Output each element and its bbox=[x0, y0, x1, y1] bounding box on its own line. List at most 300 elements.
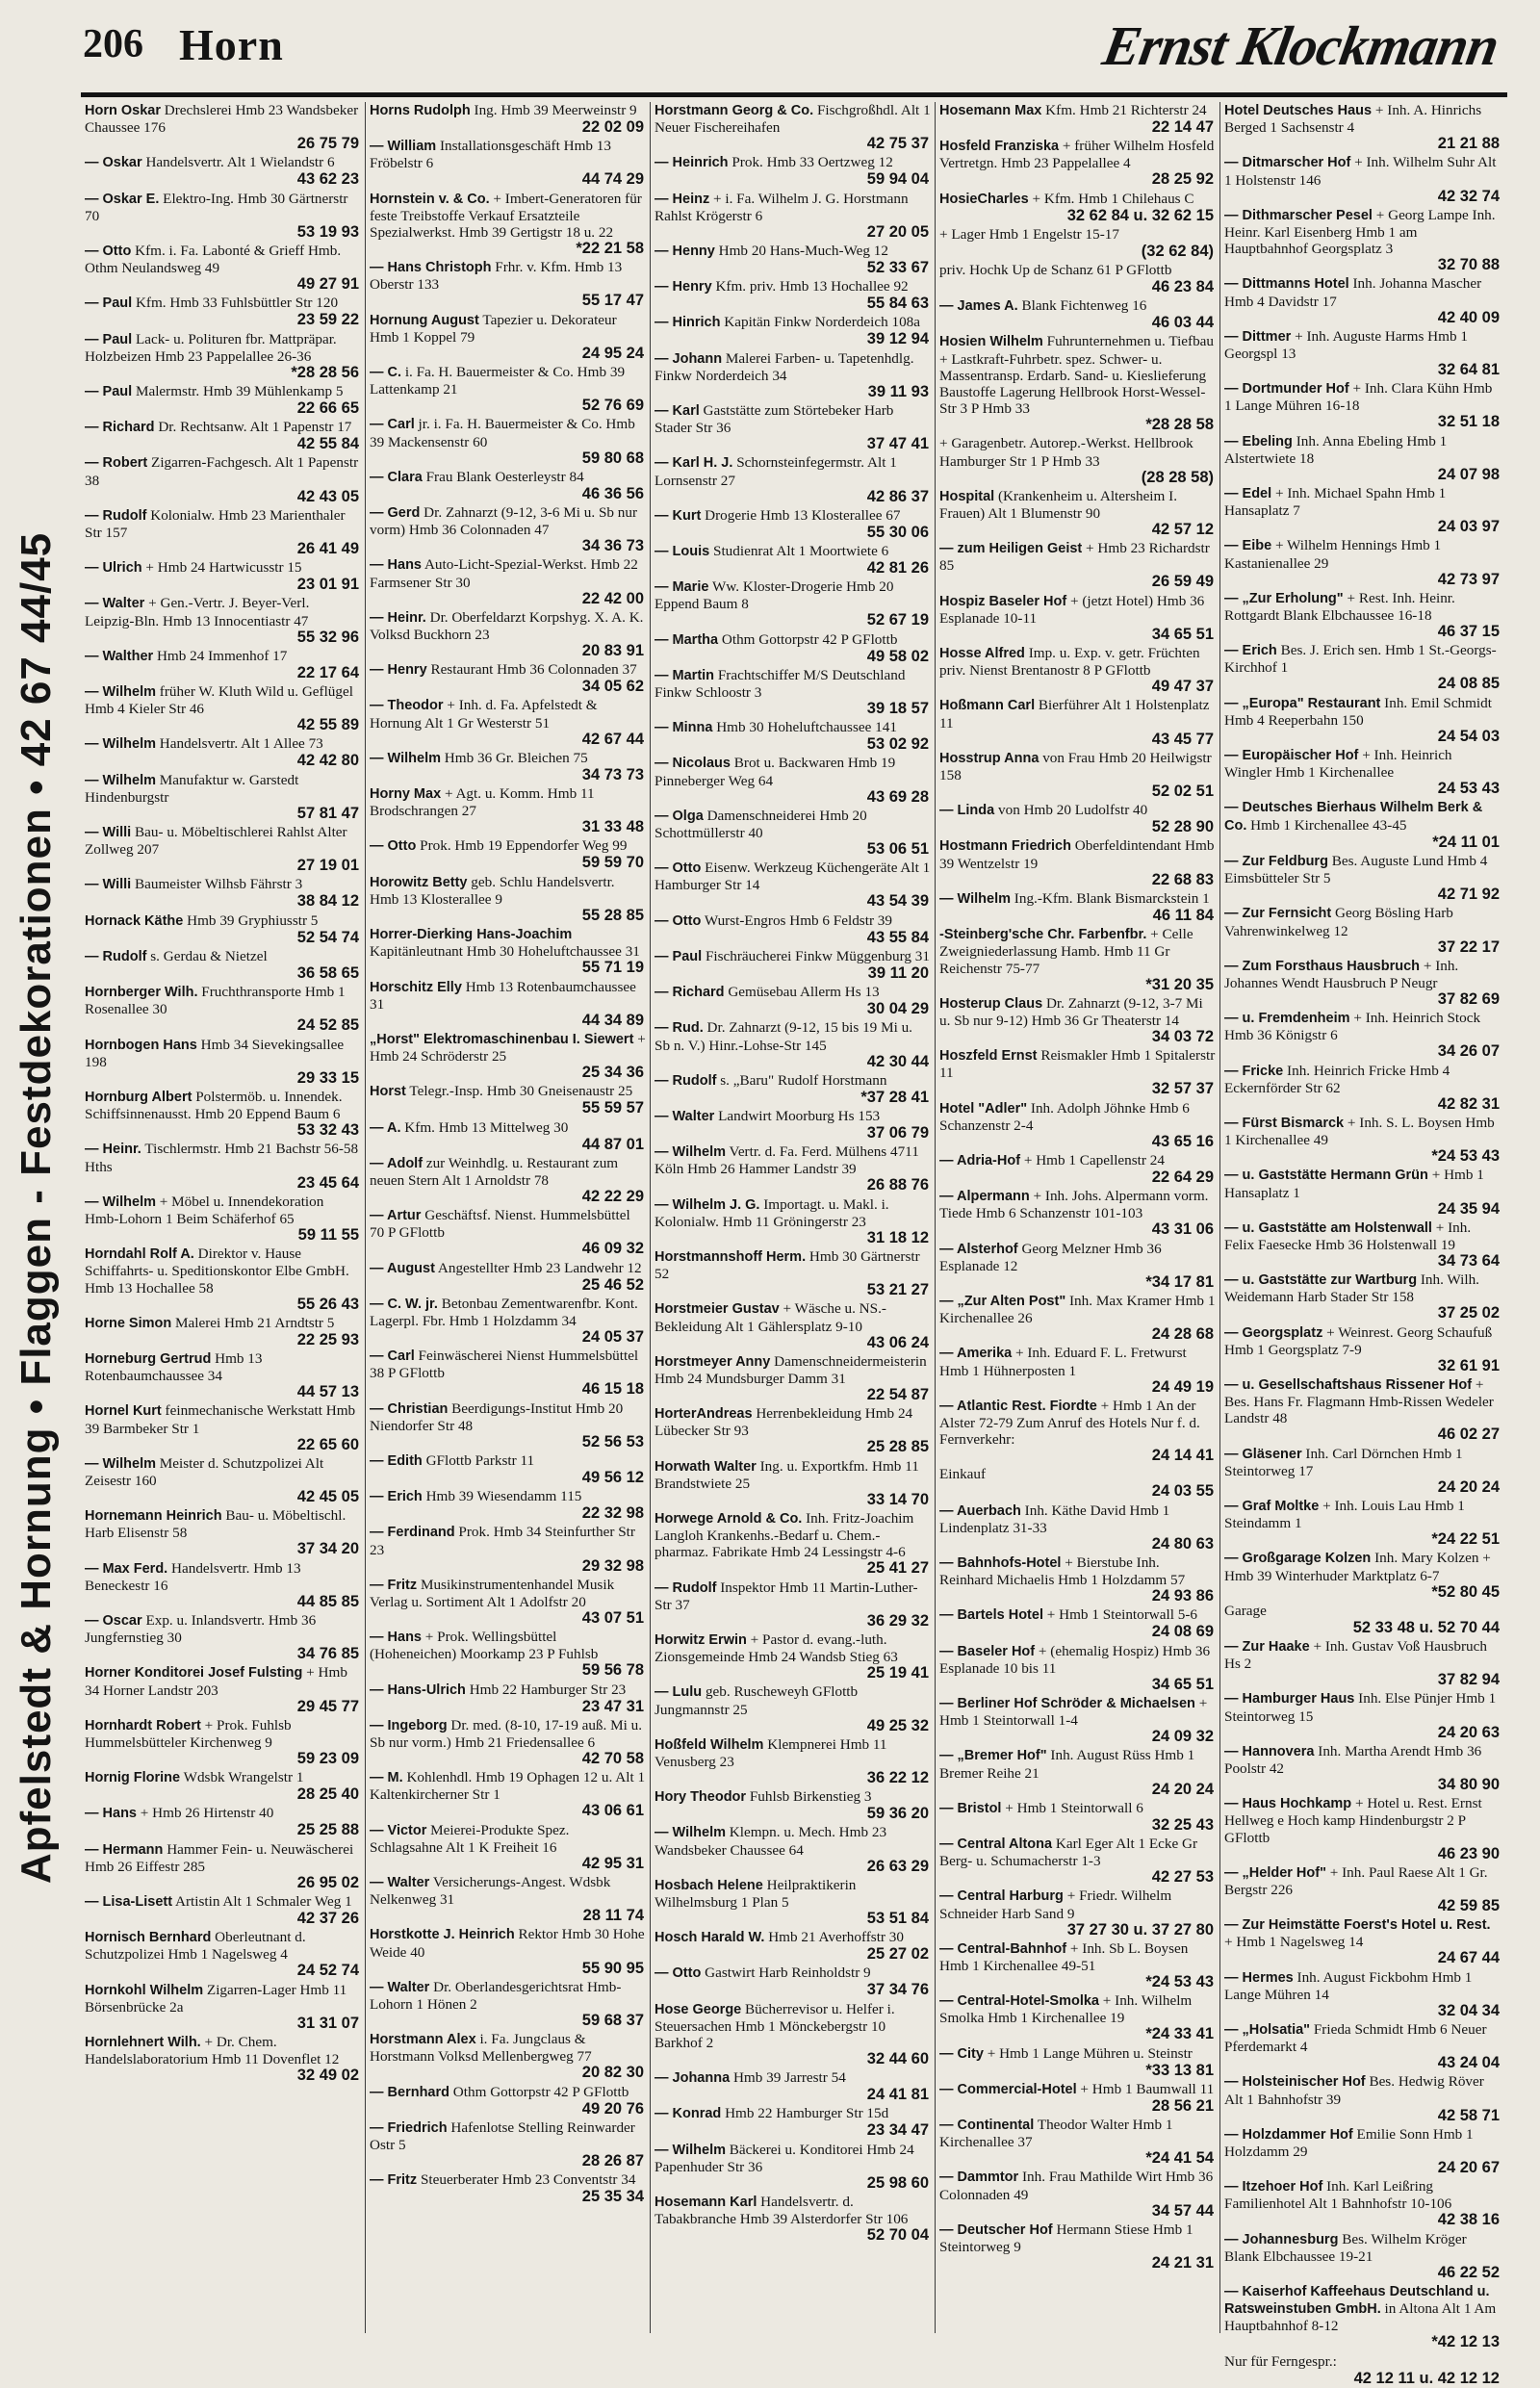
entry-details: Garage bbox=[1224, 1602, 1267, 1619]
directory-entry bbox=[1224, 328, 1502, 379]
entry-name: Horstmeyer Anny bbox=[654, 1353, 771, 1370]
entry-details: Oberfeldintendant Hmb 39 Wentzelstr 19 bbox=[939, 837, 1215, 872]
entry-phone: 30 04 29 bbox=[866, 1000, 929, 1018]
entry-phone: 34 05 62 bbox=[581, 678, 644, 696]
entry-phone: 46 22 52 bbox=[1437, 2263, 1500, 2281]
entry-name: — Wilhelm bbox=[85, 736, 156, 753]
entry-phone: 52 67 19 bbox=[866, 611, 929, 629]
directory-entry bbox=[939, 1466, 1216, 1501]
directory-entry bbox=[1224, 2178, 1502, 2229]
entry-phone: 59 80 68 bbox=[581, 449, 644, 467]
directory-entry bbox=[370, 837, 646, 872]
entry-details: + Gen.-Vertr. J. Beyer-Verl. Leipzig-Bln. Hmb 13 Innocentiastr 47 bbox=[85, 595, 310, 629]
entry-phone: 34 57 44 bbox=[1151, 2201, 1214, 2220]
entry-details: + Inh. A. Hinrichs Berged 1 Sachsenstr 4 bbox=[1224, 102, 1482, 137]
entry-details: + Kfm. Hmb 1 Chilehaus C bbox=[1032, 190, 1194, 207]
entry-name: Horne Simon bbox=[85, 1315, 172, 1331]
entry-details: Musikinstrumentenhandel Musik Verlag u. Sortiment Alt 1 Adolfstr 20 bbox=[370, 1576, 615, 1610]
directory-entry bbox=[654, 667, 931, 718]
entry-details: Handelsvertr. Hmb 13 Beneckestr 16 bbox=[85, 1559, 301, 1594]
directory-entry bbox=[1224, 905, 1502, 956]
directory-entry bbox=[1224, 537, 1502, 588]
directory-entry bbox=[85, 1717, 361, 1768]
entry-name: Hosien Wilhelm bbox=[939, 334, 1043, 350]
entry-phone: 36 29 32 bbox=[866, 1611, 929, 1630]
entry-phone: 55 28 85 bbox=[581, 906, 644, 924]
entry-name: — Walter bbox=[370, 1979, 430, 1995]
entry-details: Theodor Walter Hmb 1 Kirchenallee 37 bbox=[939, 2117, 1173, 2151]
directory-entry bbox=[370, 259, 646, 310]
entry-phone: 46 23 90 bbox=[1437, 1844, 1500, 1862]
entry-details: Einkauf bbox=[939, 1466, 987, 1483]
entry-phone: 53 19 93 bbox=[296, 222, 359, 241]
entry-name: — Walther bbox=[85, 648, 154, 664]
entry-name: Horns Rudolph bbox=[370, 103, 471, 118]
entry-name: — City bbox=[939, 2045, 984, 2062]
entry-details: + Friedr. Wilhelm Schneider Harb Sand 9 bbox=[939, 1887, 1172, 1922]
entry-details: Auto-Licht-Spezial-Werkst. Hmb 22 Farmsener Str 30 bbox=[370, 556, 638, 591]
entry-phone: 22 66 65 bbox=[296, 399, 359, 418]
entry-name: Hoszfeld Ernst bbox=[939, 1048, 1038, 1065]
entry-phone: 46 11 84 bbox=[1152, 906, 1214, 924]
directory-entry bbox=[654, 755, 931, 806]
directory-entry bbox=[1224, 2021, 1502, 2072]
directory-entry bbox=[1224, 1498, 1502, 1549]
entry-name: — Otto bbox=[654, 912, 702, 929]
directory-entry bbox=[654, 948, 931, 983]
entry-phone: 23 59 22 bbox=[296, 311, 359, 329]
entry-details: + i. Fa. Wilhelm J. G. Horstmann Rahlst Krögerstr 6 bbox=[654, 190, 909, 224]
directory-entry bbox=[1224, 1795, 1502, 1863]
entry-phone: 28 25 92 bbox=[1151, 170, 1214, 189]
entry-phone: 39 12 94 bbox=[866, 330, 929, 348]
entry-phone: 24 05 37 bbox=[581, 1327, 644, 1346]
entry-details: Inh. Wilh. Weidemann Harb Stader Str 158 bbox=[1224, 1271, 1479, 1306]
entry-name: — Hans-Ulrich bbox=[370, 1682, 466, 1698]
entry-name: — Wilhelm bbox=[654, 2142, 726, 2158]
directory-entry bbox=[939, 1836, 1216, 1887]
directory-entry bbox=[370, 661, 646, 696]
entry-name: — Konrad bbox=[654, 2106, 722, 2122]
entry-phone: 46 23 84 bbox=[1151, 278, 1214, 296]
entry-name: Hornberger Wilh. bbox=[85, 985, 198, 1001]
entry-phone: 46 37 15 bbox=[1437, 623, 1500, 641]
entry-phone: 42 73 97 bbox=[1437, 570, 1500, 588]
directory-entry bbox=[370, 138, 646, 189]
entry-name: — Kaiserhof Kaffeehaus Deutschland u. Ratsweinstuben GmbH. bbox=[1224, 2284, 1490, 2318]
directory-entry bbox=[654, 2105, 931, 2140]
entry-details: + früher Wilhelm Hosfeld Vertretgn. Hmb 23 Pappelallee 4 bbox=[939, 138, 1215, 172]
entry-name: Horner Konditorei Josef Fulsting bbox=[85, 1665, 303, 1682]
entry-details: Beerdigungs-Institut Hmb 20 Niendorfer Str 48 bbox=[370, 1399, 624, 1434]
entry-details: Studienrat Alt 1 Moortwiete 6 bbox=[713, 543, 889, 560]
directory-entry bbox=[654, 578, 931, 629]
entry-details: Ww. Kloster-Drogerie Hmb 20 Eppend Baum 8 bbox=[654, 578, 894, 613]
entry-name: — Zur Heimstätte Foerst's Hotel u. Rest. bbox=[1224, 1917, 1491, 1934]
entry-phone: 44 34 89 bbox=[581, 1011, 644, 1029]
directory-entry bbox=[85, 1141, 361, 1192]
entry-phone: 34 03 72 bbox=[1151, 1027, 1214, 1045]
entry-details: Malerei Farben- u. Tapetenhdlg. Finkw Norderdeich 34 bbox=[654, 349, 914, 384]
entry-phone: 42 71 92 bbox=[1437, 886, 1500, 904]
directory-entry bbox=[1224, 853, 1502, 904]
entry-phone: 43 31 06 bbox=[1151, 1220, 1214, 1239]
directory-entry bbox=[654, 1353, 931, 1404]
directory-entry bbox=[654, 1579, 931, 1631]
entry-name: — Heinrich bbox=[654, 155, 729, 171]
entry-details: Herrenbekleidung Hmb 24 Lübecker Str 93 bbox=[654, 1405, 913, 1440]
directory-entry bbox=[85, 1507, 361, 1558]
entry-phone: 25 41 27 bbox=[866, 1559, 929, 1578]
directory-entry bbox=[939, 435, 1216, 486]
entry-details: + Bes. Hans Fr. Flagmann Hmb-Rissen Wedeler Landstr 48 bbox=[1224, 1375, 1494, 1427]
entry-details: + Inh. Paul Raese Alt 1 Gr. Bergstr 226 bbox=[1224, 1863, 1488, 1899]
directory-entry bbox=[85, 1350, 361, 1401]
entry-name: — Christian bbox=[370, 1400, 449, 1417]
entry-phone: 46 02 27 bbox=[1437, 1425, 1500, 1444]
entry-phone: 43 54 39 bbox=[866, 892, 929, 911]
entry-details: + Hmb 1 Steintorwall 5-6 bbox=[1046, 1606, 1197, 1624]
entry-phone: 59 36 20 bbox=[866, 1805, 929, 1823]
entry-name: Hosbach Helene bbox=[654, 1877, 763, 1893]
entry-details: + Inh. Johs. Alpermann vorm. Tiede Hmb 6 Schanzenstr 101-103 bbox=[939, 1188, 1209, 1222]
entry-name: — Alpermann bbox=[939, 1189, 1030, 1205]
entry-phone: 52 28 90 bbox=[1151, 818, 1214, 836]
entry-phone: 59 68 37 bbox=[581, 2012, 644, 2030]
entry-phone: 34 80 90 bbox=[1437, 1776, 1500, 1793]
entry-phone: *24 53 43 bbox=[1145, 1973, 1214, 1991]
entry-details: Tischlermstr. Hmb 21 Bachstr 56-58 Hths bbox=[85, 1141, 359, 1175]
entry-name: Hornbogen Hans bbox=[85, 1037, 197, 1053]
directory-entry bbox=[654, 1248, 931, 1299]
directory-entry bbox=[654, 1072, 931, 1107]
entry-details: Schornsteinfegermstr. Alt 1 Lornsenstr 27 bbox=[654, 454, 897, 489]
entry-name: — Otto bbox=[654, 1965, 702, 1982]
entry-details: + Weinrest. Georg Schaufuß Hmb 1 Georgsplatz 7-9 bbox=[1224, 1323, 1493, 1358]
entry-phone: 57 81 47 bbox=[296, 804, 359, 822]
entry-name: — Wilhelm bbox=[85, 772, 156, 788]
directory-entry bbox=[939, 1940, 1216, 1991]
entry-phone: *42 12 13 bbox=[1431, 2333, 1500, 2351]
entry-name: — Central-Bahnhof bbox=[939, 1940, 1067, 1957]
entry-phone: 32 49 02 bbox=[296, 2067, 359, 2085]
entry-name: — Großgarage Kolzen bbox=[1224, 1551, 1372, 1567]
entry-details: Lack- u. Polituren fbr. Mattpräpar. Holzbeizen Hmb 23 Pappelallee 26-36 bbox=[85, 330, 337, 365]
directory-entry bbox=[939, 2045, 1216, 2080]
directory-entry bbox=[370, 1524, 646, 1575]
directory-entry bbox=[939, 750, 1216, 801]
entry-details: Drechslerei Hmb 23 Wandsbeker Chaussee 176 bbox=[85, 102, 359, 137]
entry-name: — „Zur Erholung" bbox=[1224, 590, 1344, 606]
entry-phone: 43 65 16 bbox=[1151, 1132, 1214, 1150]
directory-entry bbox=[85, 1560, 361, 1611]
directory-entry bbox=[939, 297, 1216, 332]
entry-name: — u. Gaststätte Hermann Grün bbox=[1224, 1168, 1428, 1184]
entry-name: Hotel Deutsches Haus bbox=[1224, 103, 1373, 118]
directory-entry bbox=[85, 683, 361, 734]
entry-phone: 43 62 23 bbox=[296, 170, 359, 189]
entry-name: Hotel "Adler" bbox=[939, 1100, 1028, 1117]
entry-details: + Hmb 1 Capellenstr 24 bbox=[1023, 1151, 1165, 1168]
entry-phone: 52 02 51 bbox=[1151, 783, 1214, 801]
entry-phone: 24 95 24 bbox=[581, 344, 644, 362]
directory-entry bbox=[85, 648, 361, 682]
entry-phone: 22 25 93 bbox=[296, 1330, 359, 1348]
entry-name: — Louis bbox=[654, 544, 710, 560]
entry-details: Telegr.-Insp. Hmb 30 Gneisenaustr 25 bbox=[409, 1083, 633, 1100]
entry-phone: 55 71 19 bbox=[581, 959, 644, 977]
entry-name: — A. bbox=[370, 1119, 401, 1136]
entry-details: Kfm. Hmb 21 Richterstr 24 bbox=[1045, 102, 1207, 118]
directory-entry bbox=[654, 278, 931, 313]
entry-details: + Hmb 1 Baumwall 11 bbox=[1080, 2080, 1215, 2097]
entry-phone: 52 76 69 bbox=[581, 397, 644, 415]
entry-phone: 32 25 43 bbox=[1151, 1815, 1214, 1834]
entry-name: HosieCharles bbox=[939, 191, 1029, 207]
entry-name: Hornig Florine bbox=[85, 1770, 181, 1786]
entry-name: Horst bbox=[370, 1084, 406, 1100]
entry-phone: 37 34 76 bbox=[866, 1981, 929, 1999]
entry-phone: 26 88 76 bbox=[866, 1176, 929, 1194]
directory-entry bbox=[85, 191, 361, 242]
entry-phone: *24 53 43 bbox=[1431, 1147, 1500, 1166]
entry-name: — Dammtor bbox=[939, 2170, 1019, 2186]
entry-phone: 49 56 12 bbox=[581, 1468, 644, 1486]
directory-entry bbox=[654, 2001, 931, 2069]
entry-details: Kapitän Finkw Norderdeich 108a bbox=[724, 314, 920, 331]
entry-details: früher W. Kluth Wild u. Geflügel Hmb 4 Kieler Str 46 bbox=[85, 683, 353, 718]
directory-entry bbox=[85, 948, 361, 983]
directory-entry bbox=[939, 1100, 1216, 1151]
entry-phone: 22 32 98 bbox=[581, 1504, 644, 1523]
directory-entry bbox=[1224, 958, 1502, 1009]
entry-name: Hoßmann Carl bbox=[939, 698, 1036, 714]
entry-name: — Hans Christoph bbox=[370, 260, 492, 276]
directory-entry bbox=[1224, 2126, 1502, 2177]
entry-name: — „Helder Hof" bbox=[1224, 1864, 1326, 1881]
entry-phone: 46 15 18 bbox=[581, 1380, 644, 1399]
directory-entry bbox=[1224, 1063, 1502, 1114]
directory-entry bbox=[1224, 590, 1502, 641]
entry-details: in Altona Alt 1 Am Hauptbahnhof 8-12 bbox=[1224, 2300, 1497, 2335]
directory-entry bbox=[370, 785, 646, 836]
entry-name: — Edith bbox=[370, 1452, 423, 1469]
entry-name: — C. bbox=[370, 365, 402, 381]
directory-entry bbox=[370, 609, 646, 660]
directory-entry bbox=[85, 419, 361, 453]
entry-details: Frachtschiffer M/S Deutschland Finkw Schloostr 3 bbox=[654, 666, 906, 702]
entry-phone: 42 95 31 bbox=[581, 1854, 644, 1872]
directory-entry bbox=[1224, 1743, 1502, 1794]
entry-phone: 25 27 02 bbox=[866, 1945, 929, 1964]
directory-entry bbox=[370, 979, 646, 1030]
page-number: 206 bbox=[83, 22, 143, 66]
entry-phone: 42 32 74 bbox=[1437, 187, 1500, 205]
entry-phone: 34 73 73 bbox=[581, 765, 644, 783]
entry-name: Hornhardt Robert bbox=[85, 1717, 201, 1733]
directory-entry bbox=[370, 697, 646, 748]
entry-details: Hmb 22 Hamburger Str 23 bbox=[469, 1681, 627, 1698]
directory-entry bbox=[1224, 485, 1502, 536]
entry-name: Hornkohl Wilhelm bbox=[85, 1982, 204, 1998]
entry-name: Hornung August bbox=[370, 312, 479, 328]
entry-details: + Pastor d. evang.-luth. Zionsgemeinde Hmb 24 Wandsb Stieg 63 bbox=[654, 1631, 898, 1666]
entry-name: — Bristol bbox=[939, 1800, 1002, 1816]
entry-phone: 34 36 73 bbox=[581, 537, 644, 555]
entry-details: + Lager Hmb 1 Engelstr 15-17 bbox=[939, 225, 1119, 243]
entry-phone: 44 85 85 bbox=[296, 1592, 359, 1610]
directory-entry bbox=[370, 1031, 646, 1082]
entry-details: + Hmb 23 Richardstr 85 bbox=[939, 540, 1210, 575]
entry-details: Prok. Hmb 19 Eppendorfer Weg 99 bbox=[420, 837, 628, 855]
directory-entry bbox=[370, 2031, 646, 2082]
entry-details: + Prok. Wellingsbüttel (Hoheneichen) Moorkamp 23 P Fuhlsb bbox=[370, 1629, 599, 1663]
entry-details: priv. Hochk Up de Schanz 61 P GFlottb bbox=[939, 262, 1172, 279]
entry-name: Hose George bbox=[654, 2001, 742, 2017]
entry-phone: 42 40 09 bbox=[1437, 308, 1500, 326]
entry-phone: 37 06 79 bbox=[866, 1123, 929, 1142]
entry-details: Handelsvertr. Alt 1 Allee 73 bbox=[159, 735, 323, 753]
directory-entry bbox=[654, 1683, 931, 1734]
entry-name: — Alsterhof bbox=[939, 1241, 1018, 1257]
entry-phone: 31 33 48 bbox=[581, 818, 644, 836]
entry-name: — Karl bbox=[654, 403, 700, 420]
entry-phone: 34 65 51 bbox=[1151, 1675, 1214, 1693]
entry-details: Malermstr. Hmb 39 Mühlenkamp 5 bbox=[135, 383, 344, 400]
directory-entry bbox=[1224, 1167, 1502, 1218]
entry-details: i. Fa. H. Bauermeister & Co. Hmb 39 Lattenkamp 21 bbox=[370, 364, 626, 398]
directory-entry bbox=[85, 912, 361, 947]
entry-details: Landwirt Moorburg Hs 153 bbox=[718, 1107, 881, 1124]
entry-name: — Paul bbox=[85, 295, 133, 312]
entry-phone: 26 95 02 bbox=[296, 1873, 359, 1891]
entry-details: + Hmb 24 Schröderstr 25 bbox=[370, 1030, 646, 1066]
entry-details: Hmb 30 Gärtnerstr 52 bbox=[654, 1247, 920, 1283]
entry-name: — Ditmarscher Hof bbox=[1224, 155, 1351, 171]
entry-details: Importagt. u. Makl. i. Kolonialw. Hmb 11 Gröningerstr 23 bbox=[654, 1195, 889, 1230]
directory-entry bbox=[85, 1664, 361, 1715]
entry-phone: 43 06 61 bbox=[581, 1802, 644, 1820]
directory-entry bbox=[370, 926, 646, 977]
entry-phone: 24 20 63 bbox=[1437, 1723, 1500, 1741]
entry-details: + Inh. Felix Faesecke Hmb 36 Holstenwall 19 bbox=[1224, 1219, 1472, 1253]
entry-phone: 22 68 83 bbox=[1151, 870, 1214, 888]
entry-name: — Artur bbox=[370, 1208, 422, 1224]
entry-details: Prok. Hmb 34 Steinfurther Str 23 bbox=[370, 1524, 635, 1558]
entry-phone: 24 54 03 bbox=[1437, 727, 1500, 745]
entry-phone: 37 25 02 bbox=[1437, 1304, 1500, 1322]
entry-details: Elektro-Ing. Hmb 30 Gärtnerstr 70 bbox=[85, 190, 348, 224]
directory-entry bbox=[939, 1293, 1216, 1344]
entry-phone: 29 33 15 bbox=[296, 1068, 359, 1087]
entry-details: Fischräucherei Finkw Müggenburg 31 bbox=[705, 947, 930, 964]
directory-entry bbox=[939, 1695, 1216, 1746]
entry-details: Dr. Zahnarzt (9-12, 15 bis 19 Mi u. Sb n. V.) Hinr.-Lohse-Str 145 bbox=[654, 1019, 912, 1054]
entry-details: Hmb 39 Gryphiusstr 5 bbox=[187, 912, 319, 929]
header-rule bbox=[81, 92, 1507, 97]
entry-phone: 43 24 04 bbox=[1437, 2054, 1500, 2072]
entry-name: — Central-Hotel-Smolka bbox=[939, 1993, 1099, 2010]
directory-entry bbox=[370, 312, 646, 363]
entry-details: Ing.-Kfm. Blank Bismarckstein 1 bbox=[1014, 889, 1210, 907]
entry-phone: 37 82 69 bbox=[1437, 989, 1500, 1008]
entry-name: — Dittmer bbox=[1224, 328, 1292, 345]
entry-details: Hmb 24 Immenhof 17 bbox=[156, 647, 288, 664]
entry-phone: 42 58 71 bbox=[1437, 2106, 1500, 2124]
entry-phone: 42 30 44 bbox=[866, 1052, 929, 1070]
entry-phone: 46 03 44 bbox=[1151, 314, 1214, 332]
entry-phone: 53 02 92 bbox=[866, 735, 929, 754]
entry-phone: *28 28 58 bbox=[1145, 416, 1214, 434]
entry-phone: 31 31 07 bbox=[296, 2014, 359, 2032]
directory-entry bbox=[85, 2034, 361, 2085]
directory-entry bbox=[1224, 695, 1502, 746]
entry-name: Horstmann Georg & Co. bbox=[654, 103, 814, 118]
entry-phone: 37 22 17 bbox=[1437, 937, 1500, 956]
directory-entry bbox=[654, 1736, 931, 1787]
entry-details: Dr. Oberfeldarzt Korpshyg. X. A. K. Volksd Buckhorn 23 bbox=[370, 608, 644, 644]
entry-phone: 24 41 81 bbox=[866, 2086, 929, 2104]
directory-entry bbox=[85, 1037, 361, 1088]
entry-details: + Hmb 24 Hartwicusstr 15 bbox=[145, 559, 302, 577]
entry-name: — Olga bbox=[654, 808, 704, 824]
directory-entry bbox=[654, 1108, 931, 1143]
entry-name: — Dithmarscher Pesel bbox=[1224, 207, 1373, 223]
entry-name: — Clara bbox=[370, 469, 423, 485]
entry-details: + Hmb 34 Horner Landstr 203 bbox=[85, 1664, 347, 1699]
entry-name: Horn Oskar bbox=[85, 103, 161, 118]
entry-name: — Rudolf bbox=[654, 1072, 717, 1089]
entry-name: — Henny bbox=[654, 244, 715, 260]
entry-details: Hermann Stiese Hmb 1 Steintorweg 9 bbox=[939, 2221, 1194, 2256]
directory-entry bbox=[370, 416, 646, 467]
entry-phone: 59 11 55 bbox=[297, 1225, 359, 1244]
entry-phone: 42 75 37 bbox=[866, 135, 929, 153]
entry-name: Hospital bbox=[939, 488, 995, 504]
entry-name: — Rudolf bbox=[85, 948, 147, 964]
directory-entry bbox=[1224, 1603, 1502, 1637]
entry-name: Hornack Käthe bbox=[85, 912, 184, 929]
entry-phone: 55 59 57 bbox=[581, 1099, 644, 1117]
entry-phone: 22 02 09 bbox=[581, 118, 644, 136]
entry-details: Blank Fichtenweg 16 bbox=[1021, 297, 1147, 315]
entry-details: + (jetzt Hotel) Hmb 36 Esplanade 10-11 bbox=[939, 592, 1205, 627]
directory-entry bbox=[1224, 154, 1502, 205]
entry-phone: 28 25 40 bbox=[296, 1785, 359, 1804]
entry-details: Inh. Emil Schmidt Hmb 4 Reeperbahn 150 bbox=[1224, 694, 1492, 729]
directory-entry bbox=[370, 1577, 646, 1628]
entry-details: Inh. Martha Arendt Hmb 36 Poolstr 42 bbox=[1224, 1742, 1482, 1777]
entry-phone: (32 62 84) bbox=[1141, 242, 1214, 260]
entry-phone: 44 87 01 bbox=[581, 1135, 644, 1153]
entry-phone: 42 27 53 bbox=[1151, 1868, 1214, 1887]
directory-column-3 bbox=[651, 102, 936, 2333]
entry-name: — Lulu bbox=[654, 1684, 703, 1701]
directory-entry bbox=[1224, 1376, 1502, 1445]
entry-details: Hmb 13 Rotenbaumchaussee 31 bbox=[370, 978, 636, 1013]
directory-entry bbox=[939, 1606, 1216, 1641]
directory-entry bbox=[370, 1260, 646, 1295]
entry-name: — C. W. jr. bbox=[370, 1296, 438, 1312]
entry-details: Exp. u. Inlandsvertr. Hmb 36 Jungfernstieg 30 bbox=[85, 1611, 317, 1647]
entry-name: Hosemann Karl bbox=[654, 2195, 757, 2211]
entry-name: — Heinr. bbox=[370, 609, 426, 626]
entry-phone: 24 21 31 bbox=[1151, 2254, 1214, 2272]
entry-details: Hmb 39 Jarrestr 54 bbox=[732, 2069, 846, 2087]
directory-entry bbox=[939, 2169, 1216, 2220]
entry-name: — Max Ferd. bbox=[85, 1560, 168, 1577]
directory-entry bbox=[939, 995, 1216, 1046]
